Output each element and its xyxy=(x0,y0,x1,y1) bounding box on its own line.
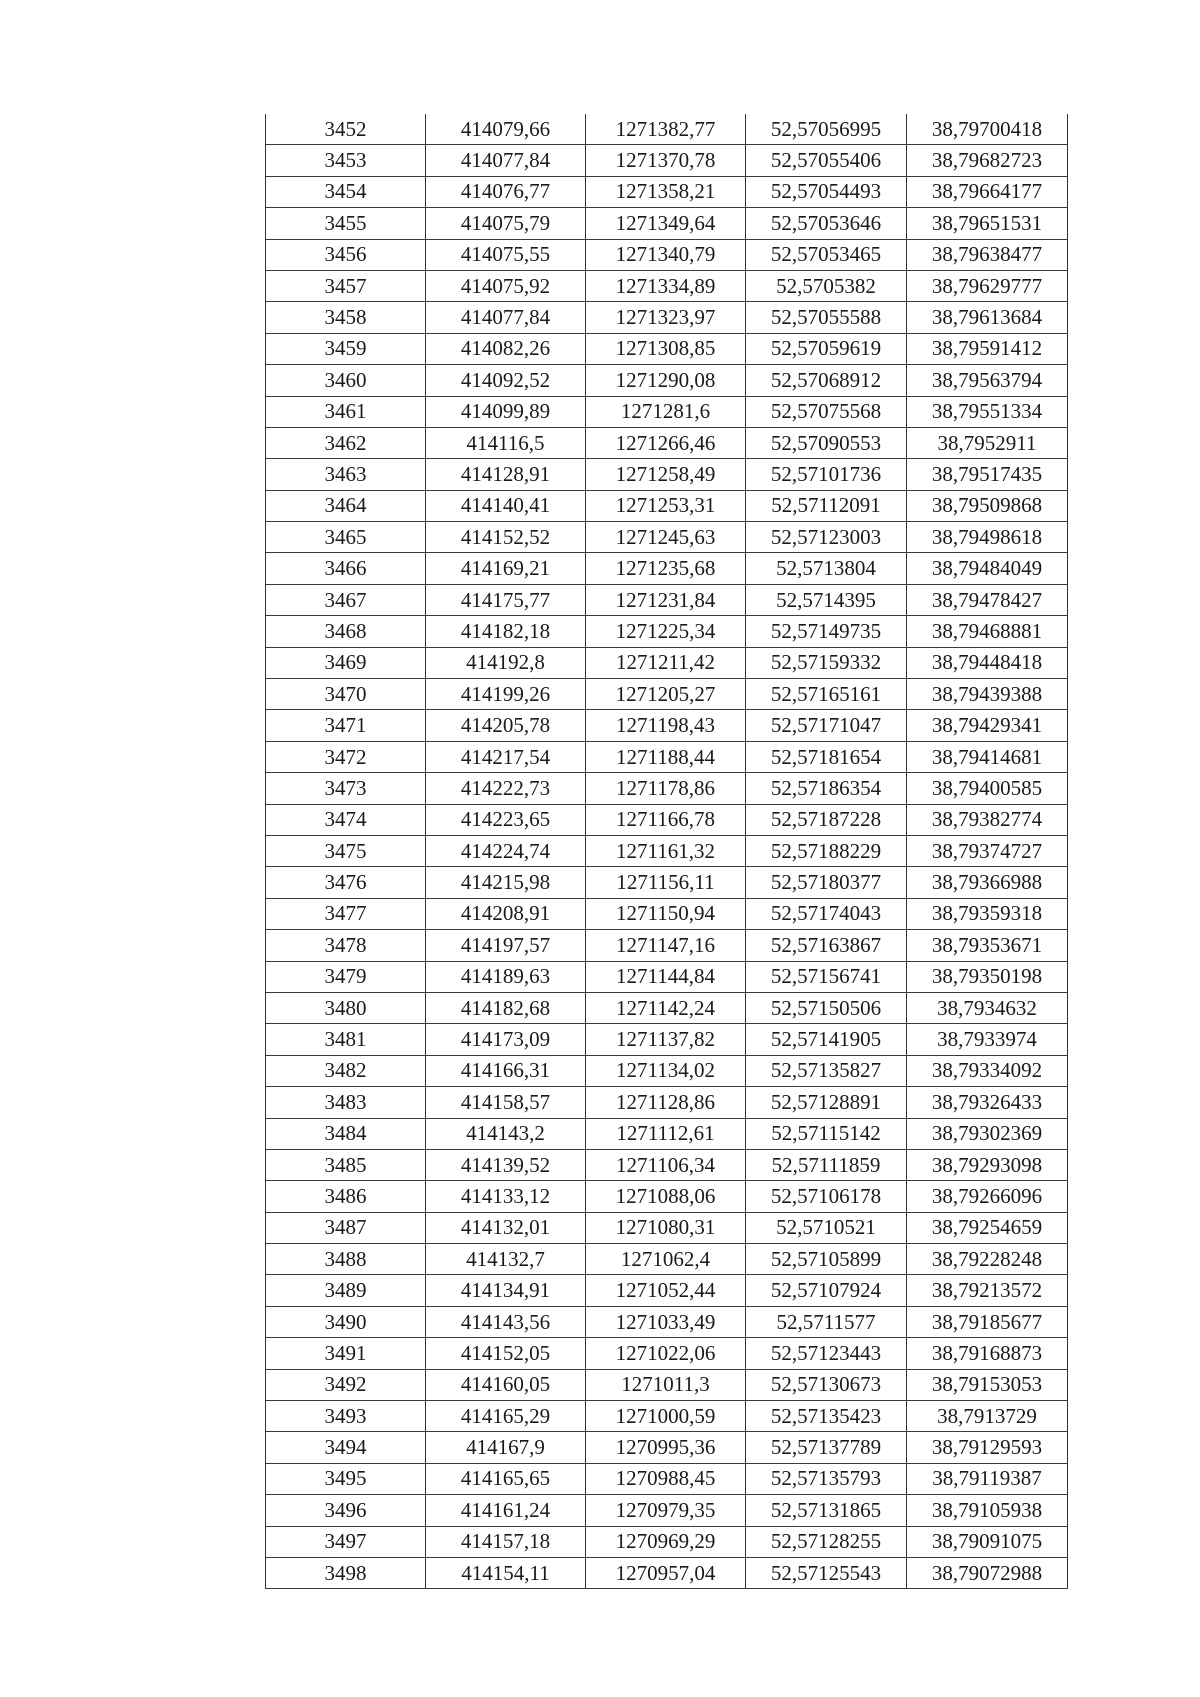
point-number-cell: 3457 xyxy=(266,270,426,301)
y-coordinate-cell: 1271323,97 xyxy=(586,302,746,333)
latitude-cell: 52,57186354 xyxy=(746,773,907,804)
y-coordinate-cell: 1271253,31 xyxy=(586,490,746,521)
longitude-cell: 38,79334092 xyxy=(907,1055,1068,1086)
x-coordinate-cell: 414075,92 xyxy=(426,270,586,301)
table-row xyxy=(266,647,1068,678)
latitude-cell: 52,5705382 xyxy=(746,270,907,301)
longitude-cell: 38,79400585 xyxy=(907,773,1068,804)
point-number-cell: 3452 xyxy=(266,114,426,145)
table-row xyxy=(266,1526,1068,1557)
longitude-cell: 38,79682723 xyxy=(907,145,1068,176)
y-coordinate-cell: 1271134,02 xyxy=(586,1055,746,1086)
table-row xyxy=(266,396,1068,427)
latitude-cell: 52,57135793 xyxy=(746,1463,907,1494)
longitude-cell: 38,79563794 xyxy=(907,365,1068,396)
point-number-cell: 3490 xyxy=(266,1306,426,1337)
x-coordinate-cell: 414224,74 xyxy=(426,835,586,866)
point-number-cell: 3461 xyxy=(266,396,426,427)
y-coordinate-cell: 1271147,16 xyxy=(586,930,746,961)
y-coordinate-cell: 1270979,35 xyxy=(586,1495,746,1526)
longitude-cell: 38,79359318 xyxy=(907,898,1068,929)
y-coordinate-cell: 1270988,45 xyxy=(586,1463,746,1494)
y-coordinate-cell: 1270957,04 xyxy=(586,1557,746,1588)
latitude-cell: 52,57135423 xyxy=(746,1401,907,1432)
longitude-cell: 38,79439388 xyxy=(907,679,1068,710)
longitude-cell: 38,79517435 xyxy=(907,459,1068,490)
x-coordinate-cell: 414154,11 xyxy=(426,1557,586,1588)
point-number-cell: 3486 xyxy=(266,1181,426,1212)
latitude-cell: 52,5710521 xyxy=(746,1212,907,1243)
point-number-cell: 3483 xyxy=(266,1087,426,1118)
table-row xyxy=(266,1557,1068,1588)
table-row xyxy=(266,1275,1068,1306)
table-row xyxy=(266,270,1068,301)
x-coordinate-cell: 414182,68 xyxy=(426,992,586,1023)
point-number-cell: 3470 xyxy=(266,679,426,710)
table-row xyxy=(266,930,1068,961)
x-coordinate-cell: 414161,24 xyxy=(426,1495,586,1526)
table-row xyxy=(266,679,1068,710)
x-coordinate-cell: 414132,01 xyxy=(426,1212,586,1243)
latitude-cell: 52,57163867 xyxy=(746,930,907,961)
y-coordinate-cell: 1271211,42 xyxy=(586,647,746,678)
point-number-cell: 3471 xyxy=(266,710,426,741)
latitude-cell: 52,57105899 xyxy=(746,1244,907,1275)
table-row xyxy=(266,1212,1068,1243)
x-coordinate-cell: 414175,77 xyxy=(426,584,586,615)
point-number-cell: 3454 xyxy=(266,176,426,207)
x-coordinate-cell: 414128,91 xyxy=(426,459,586,490)
point-number-cell: 3458 xyxy=(266,302,426,333)
x-coordinate-cell: 414152,52 xyxy=(426,522,586,553)
x-coordinate-cell: 414082,26 xyxy=(426,333,586,364)
latitude-cell: 52,57053465 xyxy=(746,239,907,270)
table-row xyxy=(266,992,1068,1023)
longitude-cell: 38,7933974 xyxy=(907,1024,1068,1055)
y-coordinate-cell: 1271245,63 xyxy=(586,522,746,553)
y-coordinate-cell: 1271142,24 xyxy=(586,992,746,1023)
longitude-cell: 38,7934632 xyxy=(907,992,1068,1023)
point-number-cell: 3482 xyxy=(266,1055,426,1086)
longitude-cell: 38,79468881 xyxy=(907,616,1068,647)
point-number-cell: 3462 xyxy=(266,427,426,458)
table-row xyxy=(266,741,1068,772)
table-row xyxy=(266,427,1068,458)
y-coordinate-cell: 1271178,86 xyxy=(586,773,746,804)
x-coordinate-cell: 414189,63 xyxy=(426,961,586,992)
longitude-cell: 38,79664177 xyxy=(907,176,1068,207)
latitude-cell: 52,57112091 xyxy=(746,490,907,521)
table-row xyxy=(266,459,1068,490)
point-number-cell: 3481 xyxy=(266,1024,426,1055)
latitude-cell: 52,57107924 xyxy=(746,1275,907,1306)
table-row xyxy=(266,208,1068,239)
y-coordinate-cell: 1271370,78 xyxy=(586,145,746,176)
table-row xyxy=(266,239,1068,270)
point-number-cell: 3468 xyxy=(266,616,426,647)
x-coordinate-cell: 414099,89 xyxy=(426,396,586,427)
table-row xyxy=(266,145,1068,176)
table-row xyxy=(266,1306,1068,1337)
point-number-cell: 3489 xyxy=(266,1275,426,1306)
table-row xyxy=(266,584,1068,615)
table-row xyxy=(266,1338,1068,1369)
point-number-cell: 3453 xyxy=(266,145,426,176)
x-coordinate-cell: 414076,77 xyxy=(426,176,586,207)
table-row xyxy=(266,1087,1068,1118)
y-coordinate-cell: 1271382,77 xyxy=(586,114,746,145)
latitude-cell: 52,57156741 xyxy=(746,961,907,992)
table-row xyxy=(266,867,1068,898)
latitude-cell: 52,57123443 xyxy=(746,1338,907,1369)
x-coordinate-cell: 414079,66 xyxy=(426,114,586,145)
x-coordinate-cell: 414132,7 xyxy=(426,1244,586,1275)
x-coordinate-cell: 414077,84 xyxy=(426,302,586,333)
latitude-cell: 52,57055588 xyxy=(746,302,907,333)
longitude-cell: 38,79228248 xyxy=(907,1244,1068,1275)
longitude-cell: 38,79414681 xyxy=(907,741,1068,772)
x-coordinate-cell: 414158,57 xyxy=(426,1087,586,1118)
x-coordinate-cell: 414092,52 xyxy=(426,365,586,396)
latitude-cell: 52,57149735 xyxy=(746,616,907,647)
y-coordinate-cell: 1271033,49 xyxy=(586,1306,746,1337)
table-row xyxy=(266,835,1068,866)
x-coordinate-cell: 414199,26 xyxy=(426,679,586,710)
latitude-cell: 52,57181654 xyxy=(746,741,907,772)
latitude-cell: 52,5713804 xyxy=(746,553,907,584)
table-row xyxy=(266,553,1068,584)
longitude-cell: 38,79629777 xyxy=(907,270,1068,301)
x-coordinate-cell: 414192,8 xyxy=(426,647,586,678)
point-number-cell: 3480 xyxy=(266,992,426,1023)
latitude-cell: 52,57137789 xyxy=(746,1432,907,1463)
longitude-cell: 38,79350198 xyxy=(907,961,1068,992)
table-row xyxy=(266,1055,1068,1086)
table-row xyxy=(266,1495,1068,1526)
point-number-cell: 3460 xyxy=(266,365,426,396)
latitude-cell: 52,57125543 xyxy=(746,1557,907,1588)
y-coordinate-cell: 1271128,86 xyxy=(586,1087,746,1118)
point-number-cell: 3479 xyxy=(266,961,426,992)
longitude-cell: 38,79254659 xyxy=(907,1212,1068,1243)
y-coordinate-cell: 1271281,6 xyxy=(586,396,746,427)
point-number-cell: 3472 xyxy=(266,741,426,772)
latitude-cell: 52,57059619 xyxy=(746,333,907,364)
table-row xyxy=(266,490,1068,521)
x-coordinate-cell: 414143,2 xyxy=(426,1118,586,1149)
longitude-cell: 38,79374727 xyxy=(907,835,1068,866)
point-number-cell: 3455 xyxy=(266,208,426,239)
y-coordinate-cell: 1270969,29 xyxy=(586,1526,746,1557)
x-coordinate-cell: 414173,09 xyxy=(426,1024,586,1055)
x-coordinate-cell: 414169,21 xyxy=(426,553,586,584)
longitude-cell: 38,79129593 xyxy=(907,1432,1068,1463)
y-coordinate-cell: 1271144,84 xyxy=(586,961,746,992)
table-row xyxy=(266,898,1068,929)
y-coordinate-cell: 1271235,68 xyxy=(586,553,746,584)
y-coordinate-cell: 1271349,64 xyxy=(586,208,746,239)
point-number-cell: 3498 xyxy=(266,1557,426,1588)
point-number-cell: 3475 xyxy=(266,835,426,866)
y-coordinate-cell: 1271225,34 xyxy=(586,616,746,647)
x-coordinate-cell: 414160,05 xyxy=(426,1369,586,1400)
point-number-cell: 3491 xyxy=(266,1338,426,1369)
y-coordinate-cell: 1271011,3 xyxy=(586,1369,746,1400)
x-coordinate-cell: 414165,29 xyxy=(426,1401,586,1432)
point-number-cell: 3469 xyxy=(266,647,426,678)
latitude-cell: 52,57101736 xyxy=(746,459,907,490)
y-coordinate-cell: 1271258,49 xyxy=(586,459,746,490)
y-coordinate-cell: 1271290,08 xyxy=(586,365,746,396)
longitude-cell: 38,79366988 xyxy=(907,867,1068,898)
table-row xyxy=(266,1401,1068,1432)
longitude-cell: 38,7952911 xyxy=(907,427,1068,458)
y-coordinate-cell: 1271205,27 xyxy=(586,679,746,710)
point-number-cell: 3497 xyxy=(266,1526,426,1557)
point-number-cell: 3465 xyxy=(266,522,426,553)
latitude-cell: 52,57130673 xyxy=(746,1369,907,1400)
y-coordinate-cell: 1271334,89 xyxy=(586,270,746,301)
latitude-cell: 52,57180377 xyxy=(746,867,907,898)
y-coordinate-cell: 1271231,84 xyxy=(586,584,746,615)
x-coordinate-cell: 414223,65 xyxy=(426,804,586,835)
latitude-cell: 52,57150506 xyxy=(746,992,907,1023)
x-coordinate-cell: 414208,91 xyxy=(426,898,586,929)
point-number-cell: 3485 xyxy=(266,1149,426,1180)
y-coordinate-cell: 1271340,79 xyxy=(586,239,746,270)
longitude-cell: 38,79498618 xyxy=(907,522,1068,553)
table-row xyxy=(266,961,1068,992)
longitude-cell: 38,79478427 xyxy=(907,584,1068,615)
longitude-cell: 38,79213572 xyxy=(907,1275,1068,1306)
longitude-cell: 38,79119387 xyxy=(907,1463,1068,1494)
x-coordinate-cell: 414165,65 xyxy=(426,1463,586,1494)
table-row xyxy=(266,804,1068,835)
latitude-cell: 52,57159332 xyxy=(746,647,907,678)
table-row xyxy=(266,365,1068,396)
latitude-cell: 52,57131865 xyxy=(746,1495,907,1526)
longitude-cell: 38,79326433 xyxy=(907,1087,1068,1118)
y-coordinate-cell: 1271166,78 xyxy=(586,804,746,835)
longitude-cell: 38,79072988 xyxy=(907,1557,1068,1588)
point-number-cell: 3476 xyxy=(266,867,426,898)
x-coordinate-cell: 414143,56 xyxy=(426,1306,586,1337)
y-coordinate-cell: 1271088,06 xyxy=(586,1181,746,1212)
longitude-cell: 38,79185677 xyxy=(907,1306,1068,1337)
x-coordinate-cell: 414075,79 xyxy=(426,208,586,239)
table-row xyxy=(266,773,1068,804)
y-coordinate-cell: 1271358,21 xyxy=(586,176,746,207)
y-coordinate-cell: 1271106,34 xyxy=(586,1149,746,1180)
y-coordinate-cell: 1271080,31 xyxy=(586,1212,746,1243)
longitude-cell: 38,79448418 xyxy=(907,647,1068,678)
x-coordinate-cell: 414217,54 xyxy=(426,741,586,772)
table-row xyxy=(266,1181,1068,1212)
y-coordinate-cell: 1271161,32 xyxy=(586,835,746,866)
x-coordinate-cell: 414134,91 xyxy=(426,1275,586,1306)
table-row xyxy=(266,1149,1068,1180)
latitude-cell: 52,57123003 xyxy=(746,522,907,553)
point-number-cell: 3473 xyxy=(266,773,426,804)
y-coordinate-cell: 1271150,94 xyxy=(586,898,746,929)
y-coordinate-cell: 1271052,44 xyxy=(586,1275,746,1306)
point-number-cell: 3494 xyxy=(266,1432,426,1463)
x-coordinate-cell: 414157,18 xyxy=(426,1526,586,1557)
point-number-cell: 3466 xyxy=(266,553,426,584)
x-coordinate-cell: 414215,98 xyxy=(426,867,586,898)
point-number-cell: 3478 xyxy=(266,930,426,961)
latitude-cell: 52,57174043 xyxy=(746,898,907,929)
x-coordinate-cell: 414116,5 xyxy=(426,427,586,458)
point-number-cell: 3484 xyxy=(266,1118,426,1149)
longitude-cell: 38,79651531 xyxy=(907,208,1068,239)
point-number-cell: 3459 xyxy=(266,333,426,364)
latitude-cell: 52,57111859 xyxy=(746,1149,907,1180)
point-number-cell: 3456 xyxy=(266,239,426,270)
x-coordinate-cell: 414205,78 xyxy=(426,710,586,741)
latitude-cell: 52,57055406 xyxy=(746,145,907,176)
latitude-cell: 52,57115142 xyxy=(746,1118,907,1149)
y-coordinate-cell: 1270995,36 xyxy=(586,1432,746,1463)
longitude-cell: 38,79638477 xyxy=(907,239,1068,270)
point-number-cell: 3493 xyxy=(266,1401,426,1432)
x-coordinate-cell: 414222,73 xyxy=(426,773,586,804)
latitude-cell: 52,57053646 xyxy=(746,208,907,239)
longitude-cell: 38,79168873 xyxy=(907,1338,1068,1369)
point-number-cell: 3488 xyxy=(266,1244,426,1275)
latitude-cell: 52,5711577 xyxy=(746,1306,907,1337)
y-coordinate-cell: 1271198,43 xyxy=(586,710,746,741)
x-coordinate-cell: 414139,52 xyxy=(426,1149,586,1180)
coordinates-table-body xyxy=(266,114,1068,1589)
latitude-cell: 52,57165161 xyxy=(746,679,907,710)
point-number-cell: 3463 xyxy=(266,459,426,490)
y-coordinate-cell: 1271022,06 xyxy=(586,1338,746,1369)
x-coordinate-cell: 414075,55 xyxy=(426,239,586,270)
y-coordinate-cell: 1271112,61 xyxy=(586,1118,746,1149)
point-number-cell: 3467 xyxy=(266,584,426,615)
y-coordinate-cell: 1271308,85 xyxy=(586,333,746,364)
longitude-cell: 38,79105938 xyxy=(907,1495,1068,1526)
x-coordinate-cell: 414077,84 xyxy=(426,145,586,176)
x-coordinate-cell: 414197,57 xyxy=(426,930,586,961)
table-row xyxy=(266,176,1068,207)
y-coordinate-cell: 1271137,82 xyxy=(586,1024,746,1055)
y-coordinate-cell: 1271188,44 xyxy=(586,741,746,772)
point-number-cell: 3487 xyxy=(266,1212,426,1243)
table-row xyxy=(266,1432,1068,1463)
x-coordinate-cell: 414182,18 xyxy=(426,616,586,647)
longitude-cell: 38,79429341 xyxy=(907,710,1068,741)
point-number-cell: 3495 xyxy=(266,1463,426,1494)
table-row xyxy=(266,1024,1068,1055)
latitude-cell: 52,57075568 xyxy=(746,396,907,427)
y-coordinate-cell: 1271156,11 xyxy=(586,867,746,898)
point-number-cell: 3474 xyxy=(266,804,426,835)
point-number-cell: 3477 xyxy=(266,898,426,929)
longitude-cell: 38,79591412 xyxy=(907,333,1068,364)
longitude-cell: 38,79293098 xyxy=(907,1149,1068,1180)
table-row xyxy=(266,302,1068,333)
longitude-cell: 38,79153053 xyxy=(907,1369,1068,1400)
point-number-cell: 3492 xyxy=(266,1369,426,1400)
longitude-cell: 38,79509868 xyxy=(907,490,1068,521)
table-row xyxy=(266,1463,1068,1494)
latitude-cell: 52,57090553 xyxy=(746,427,907,458)
longitude-cell: 38,79302369 xyxy=(907,1118,1068,1149)
table-row xyxy=(266,1244,1068,1275)
latitude-cell: 52,57068912 xyxy=(746,365,907,396)
point-number-cell: 3496 xyxy=(266,1495,426,1526)
x-coordinate-cell: 414167,9 xyxy=(426,1432,586,1463)
latitude-cell: 52,57128255 xyxy=(746,1526,907,1557)
latitude-cell: 52,57135827 xyxy=(746,1055,907,1086)
coordinates-table xyxy=(265,114,1068,1589)
latitude-cell: 52,57141905 xyxy=(746,1024,907,1055)
latitude-cell: 52,57188229 xyxy=(746,835,907,866)
table-row xyxy=(266,114,1068,145)
latitude-cell: 52,57187228 xyxy=(746,804,907,835)
latitude-cell: 52,57054493 xyxy=(746,176,907,207)
table-row xyxy=(266,1369,1068,1400)
longitude-cell: 38,7913729 xyxy=(907,1401,1068,1432)
latitude-cell: 52,5714395 xyxy=(746,584,907,615)
point-number-cell: 3464 xyxy=(266,490,426,521)
latitude-cell: 52,57128891 xyxy=(746,1087,907,1118)
longitude-cell: 38,79613684 xyxy=(907,302,1068,333)
longitude-cell: 38,79091075 xyxy=(907,1526,1068,1557)
table-row xyxy=(266,1118,1068,1149)
y-coordinate-cell: 1271266,46 xyxy=(586,427,746,458)
x-coordinate-cell: 414140,41 xyxy=(426,490,586,521)
latitude-cell: 52,57106178 xyxy=(746,1181,907,1212)
longitude-cell: 38,79266096 xyxy=(907,1181,1068,1212)
y-coordinate-cell: 1271062,4 xyxy=(586,1244,746,1275)
table-row xyxy=(266,710,1068,741)
latitude-cell: 52,57171047 xyxy=(746,710,907,741)
x-coordinate-cell: 414133,12 xyxy=(426,1181,586,1212)
table-row xyxy=(266,333,1068,364)
x-coordinate-cell: 414152,05 xyxy=(426,1338,586,1369)
longitude-cell: 38,79484049 xyxy=(907,553,1068,584)
longitude-cell: 38,79551334 xyxy=(907,396,1068,427)
x-coordinate-cell: 414166,31 xyxy=(426,1055,586,1086)
longitude-cell: 38,79353671 xyxy=(907,930,1068,961)
latitude-cell: 52,57056995 xyxy=(746,114,907,145)
table-row xyxy=(266,616,1068,647)
table-row xyxy=(266,522,1068,553)
y-coordinate-cell: 1271000,59 xyxy=(586,1401,746,1432)
longitude-cell: 38,79382774 xyxy=(907,804,1068,835)
longitude-cell: 38,79700418 xyxy=(907,114,1068,145)
